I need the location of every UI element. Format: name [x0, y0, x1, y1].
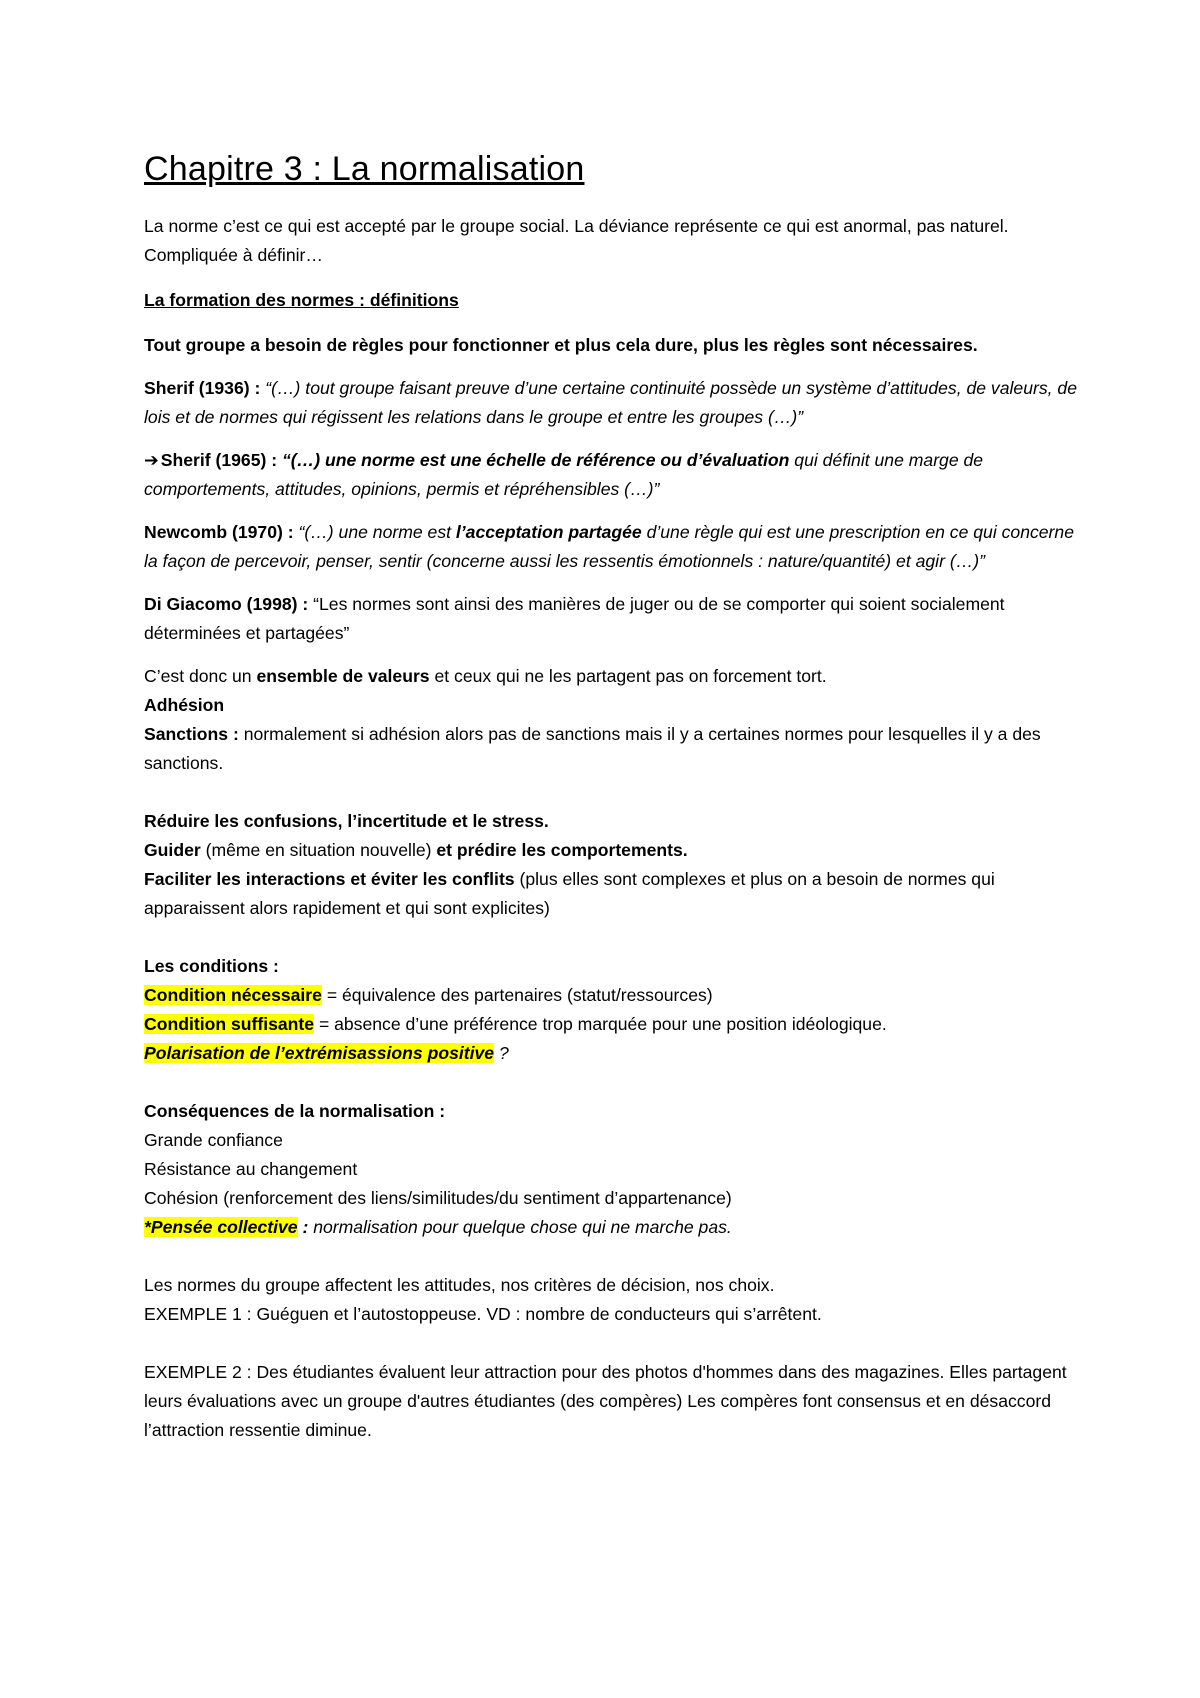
sherif-1936-label: Sherif (1936) : — [144, 378, 261, 398]
polarisation-suffix: ? — [494, 1043, 509, 1063]
condition-sufficient-label: Condition suffisante — [144, 1014, 315, 1034]
collective-thinking-colon: : — [297, 1217, 309, 1237]
values-line-b: et ceux qui ne les partagent pas on forcement tort. — [429, 666, 827, 686]
example-1: EXEMPLE 1 : Guéguen et l’autostoppeuse. VD : nombre de conducteurs qui s’arrêtent. — [144, 1304, 822, 1324]
newcomb-1970-label: Newcomb (1970) : — [144, 522, 294, 542]
function-guide-label: Guider — [144, 840, 201, 860]
function-guide-bold: et prédire les comportements. — [436, 840, 688, 860]
di-giacomo-1998-definition — [144, 590, 1080, 648]
sanctions-text: normalement si adhésion alors pas de sanctions mais il y a certaines normes pour lesquelles il y a des sanctions. — [144, 724, 1041, 773]
sanctions-label: Sanctions : — [144, 724, 239, 744]
newcomb-1970-quote-bold: l’acceptation partagée — [455, 522, 642, 542]
collective-thinking-line — [144, 1213, 1080, 1242]
arrow-right-icon: ➔ — [144, 450, 159, 470]
sherif-1965-definition — [144, 446, 1080, 504]
consequence-item-resistance: Résistance au changement — [144, 1159, 358, 1179]
rule-sentence: Tout groupe a besoin de règles pour fonctionner et plus cela dure, plus les règles sont nécessaires. — [144, 335, 978, 355]
consequence-item-cohesion: Cohésion (renforcement des liens/similitudes/du sentiment d’appartenance) — [144, 1188, 732, 1208]
polarisation-label: Polarisation de l’extrémisassions positive — [144, 1043, 495, 1063]
consequence-item-confidence: Grande confiance — [144, 1130, 283, 1150]
adhesion-label: Adhésion — [144, 695, 225, 715]
sherif-1965-label: Sherif (1965) : — [160, 450, 278, 470]
newcomb-1970-definition — [144, 518, 1080, 576]
sherif-1936-definition — [144, 374, 1080, 432]
intro-paragraph: La norme c’est ce qui est accepté par le groupe social. La déviance représente ce qui est anormal, pas naturel. Compliquée à définir… — [144, 216, 1009, 265]
polarisation-line — [144, 1039, 1080, 1068]
section-heading-formation — [144, 286, 1080, 315]
examples-intro: Les normes du groupe affectent les attitudes, nos critères de décision, nos choix. — [144, 1275, 775, 1295]
condition-sufficient — [144, 1010, 1080, 1039]
function-guide-mid: (même en situation nouvelle) — [200, 840, 437, 860]
values-line-bold: ensemble de valeurs — [256, 666, 430, 686]
sherif-1965-quote-rest: qui définit une marge de comportements, attitudes, opinions, permis et répréhensibles (…)” — [144, 450, 984, 499]
consequences-heading: Conséquences de la normalisation : — [144, 1101, 446, 1121]
values-line — [144, 662, 1080, 691]
page-title: Chapitre 3 : La normalisation — [144, 150, 585, 188]
function-facilitate-text: (plus elles sont complexes et plus on a besoin de normes qui apparaissent alors rapidement et qui sont explicites) — [144, 869, 995, 918]
collective-thinking-text: normalisation pour quelque chose qui ne marche pas. — [308, 1217, 732, 1237]
di-giacomo-1998-quote: “Les normes sont ainsi des manières de juger ou de se comporter qui soient socialement déterminées et partagées” — [144, 594, 1005, 643]
condition-necessary-text: = équivalence des partenaires (statut/ressources) — [321, 985, 713, 1005]
collective-thinking-label: *Pensée collective — [144, 1217, 298, 1237]
function-facilitate-label: Faciliter les interactions et éviter les conflits — [144, 869, 515, 889]
sherif-1936-quote: “(…) tout groupe faisant preuve d’une certaine continuité possède un système d’attitudes, de valeurs, de lois et de normes qui régissent les relations dans le groupe et entre les groupes (…)” — [144, 378, 1077, 427]
sanctions-line — [144, 720, 1080, 778]
condition-sufficient-text: = absence d’une préférence trop marquée pour une position idéologique. — [314, 1014, 887, 1034]
example-2: EXEMPLE 2 : Des étudiantes évaluent leur attraction pour des photos d'hommes dans des magazines. Elles partagent leurs évaluations avec un groupe d'autres étudiantes (des compères) Les compères font consensus et en désaccord l’attraction ressentie diminue. — [144, 1362, 1067, 1440]
newcomb-1970-quote-a: “(…) une norme est — [293, 522, 456, 542]
di-giacomo-1998-label: Di Giacomo (1998) : — [144, 594, 309, 614]
function-reduce: Réduire les confusions, l’incertitude et le stress. — [144, 811, 549, 831]
function-facilitate — [144, 865, 1080, 923]
values-line-a: C’est donc un — [144, 666, 257, 686]
newcomb-1970-quote-b: d’une règle qui est une prescription en ce qui concerne la façon de percevoir, penser, sentir (concerne aussi les ressentis émotionnels : nature/quantité) et agir (…)” — [144, 522, 1074, 571]
conditions-heading: Les conditions : — [144, 956, 279, 976]
sherif-1965-quote-bold: “(…) une norme est une échelle de référence ou d’évaluation — [277, 450, 790, 470]
condition-necessary-label: Condition nécessaire — [144, 985, 322, 1005]
function-guide — [144, 836, 1080, 865]
condition-necessary — [144, 981, 1080, 1010]
section-heading-text: La formation des normes : définitions — [144, 290, 459, 310]
